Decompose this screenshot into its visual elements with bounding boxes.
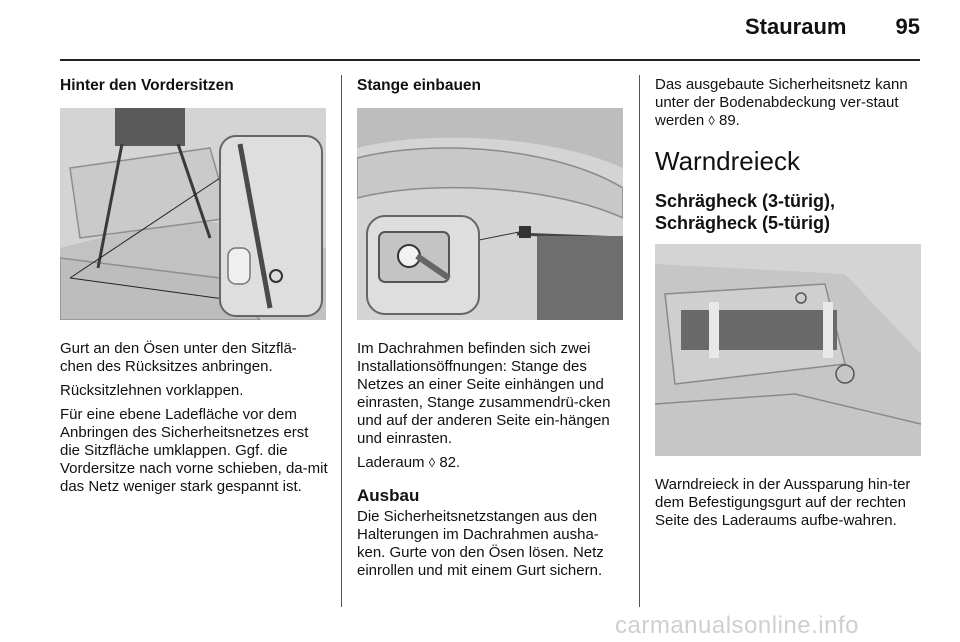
reference-arrow-icon: ◊ bbox=[428, 455, 436, 470]
cross-reference-floor-cover[interactable] bbox=[655, 76, 925, 130]
section-heading-install-rod: Stange einbauen bbox=[357, 77, 482, 94]
ref-prefix: Das ausgebaute Sicherheitsnetz kann unter der Bodenabdeckung ver-staut werden bbox=[655, 76, 908, 129]
ref-prefix: Laderaum bbox=[357, 454, 429, 471]
column-1 bbox=[60, 76, 328, 502]
paragraph: Rücksitzlehnen vorklappen. bbox=[60, 382, 244, 399]
paragraph: Im Dachrahmen befinden sich zwei Installationsöffnungen: Stange des Netzes an einer Seite einhängen und einrasten, Stange zusammendrü-cken und auf der anderen Seite ein-hängen und einrasten. bbox=[357, 340, 611, 447]
column-divider-2 bbox=[639, 75, 640, 607]
paragraph: Warndreieck in der Aussparung hin-ter dem Befestigungsgurt auf der rechten Seite des Laderaums aufbe-wahren. bbox=[655, 476, 911, 529]
section-heading-warning-triangle: Warndreieck bbox=[655, 146, 800, 176]
reference-arrow-icon: ◊ bbox=[708, 113, 715, 128]
paragraph: Für eine ebene Ladefläche vor dem Anbringen des Sicherheitsnetzes erst die Sitzfläche umklappen. Ggf. die Vordersitze nach vorne schieben, da-mit das Netz weniger stark gespannt ist. bbox=[60, 406, 328, 495]
header-rule bbox=[60, 59, 920, 61]
page-header-title: Stauraum bbox=[745, 14, 847, 39]
column-3 bbox=[655, 76, 925, 536]
page-number: 95 bbox=[895, 14, 920, 39]
column-divider-1 bbox=[341, 75, 342, 607]
section-heading-behind-front-seats: Hinter den Vordersitzen bbox=[60, 77, 234, 94]
column-2 bbox=[357, 76, 627, 586]
paragraph: Gurt an den Ösen unter den Sitzflä-chen des Rücksitzes anbringen. bbox=[60, 340, 297, 375]
paragraph: Die Sicherheitsnetzstangen aus den Halterungen im Dachrahmen ausha-ken. Gurte von den Ösen lösen. Netz einrollen und mit einem Gurt sichern. bbox=[357, 508, 604, 579]
ref-page: 82. bbox=[435, 454, 461, 471]
figure-warning-triangle-storage bbox=[655, 244, 921, 456]
figure-roof-frame-rod bbox=[357, 108, 623, 320]
ref-page: 89. bbox=[714, 112, 740, 129]
cross-reference-cargo-area[interactable] bbox=[357, 454, 627, 472]
vehicle-variant-heading: Schrägheck (3-türig), Schrägheck (5-türig) bbox=[655, 191, 836, 233]
figure-rear-seat-belt bbox=[60, 108, 326, 320]
watermark: carmanualsonline.info bbox=[615, 612, 859, 639]
section-heading-removal: Ausbau bbox=[357, 486, 420, 505]
